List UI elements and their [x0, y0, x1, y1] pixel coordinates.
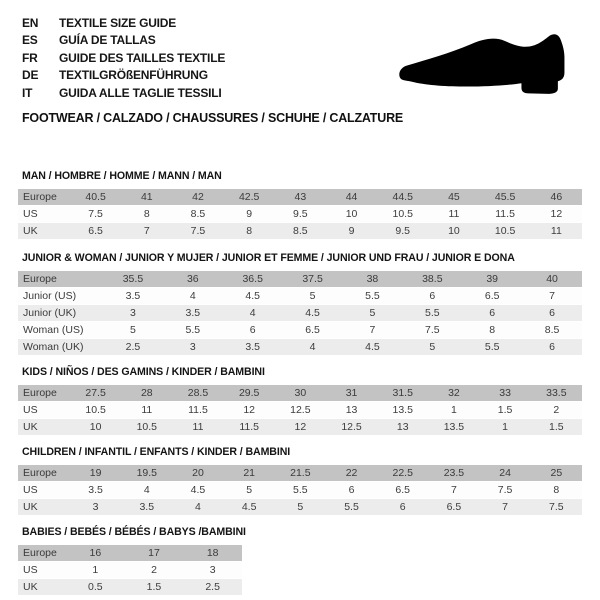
size-value-cell: 10.5: [480, 223, 531, 240]
size-value-cell: 13.5: [377, 402, 428, 419]
size-value-cell: 28.5: [172, 385, 223, 402]
size-value-cell: 7.5: [480, 482, 531, 499]
size-value-cell: 8: [121, 206, 172, 223]
size-value-cell: 13: [377, 419, 428, 436]
language-code: IT: [22, 85, 33, 100]
size-value-cell: 25: [531, 465, 582, 482]
language-code: FR: [22, 50, 38, 65]
table-row: [18, 206, 582, 223]
size-value-cell: 19: [70, 465, 121, 482]
language-row: [22, 15, 225, 32]
size-value-cell: 10: [326, 206, 377, 223]
table-row: [18, 499, 582, 516]
section-title: MAN / HOMBRE / HOMME / MANN / MAN: [22, 170, 222, 182]
size-value-cell: 4: [163, 288, 223, 305]
section-children: [18, 446, 582, 516]
size-value-cell: 6: [522, 339, 582, 356]
size-value-cell: 5.5: [326, 499, 377, 516]
size-value-cell: 20: [172, 465, 223, 482]
size-value-cell: 3: [70, 499, 121, 516]
language-row: [22, 50, 225, 67]
size-value-cell: 33: [480, 385, 531, 402]
size-value-cell: 10.5: [377, 206, 428, 223]
size-value-cell: 37.5: [283, 271, 343, 288]
row-label-cell: Europe: [18, 271, 103, 288]
size-value-cell: 12.5: [275, 402, 326, 419]
size-value-cell: 4.5: [224, 499, 275, 516]
size-value-cell: 7.5: [402, 322, 462, 339]
size-value-cell: 7.5: [531, 499, 582, 516]
size-value-cell: 4.5: [223, 288, 283, 305]
table-row: [18, 189, 582, 206]
row-label-cell: US: [18, 402, 70, 419]
language-label: TEXTILGRÖßENFÜHRUNG: [59, 68, 208, 83]
size-value-cell: 3.5: [70, 482, 121, 499]
size-value-cell: 0.5: [66, 579, 125, 596]
size-value-cell: 6: [223, 322, 283, 339]
size-value-cell: 7: [480, 499, 531, 516]
table-row: [18, 339, 582, 356]
size-value-cell: 12: [224, 402, 275, 419]
size-value-cell: 38.5: [402, 271, 462, 288]
size-value-cell: 30: [275, 385, 326, 402]
size-value-cell: 7.5: [70, 206, 121, 223]
size-value-cell: 31: [326, 385, 377, 402]
size-table-children: [18, 465, 582, 516]
size-value-cell: 3.5: [163, 305, 223, 322]
language-label: GUÍA DE TALLAS: [59, 33, 156, 48]
size-value-cell: 39: [462, 271, 522, 288]
row-label-cell: Woman (US): [18, 322, 103, 339]
size-value-cell: 33.5: [531, 385, 582, 402]
row-label-cell: UK: [18, 499, 70, 516]
size-value-cell: 8: [462, 322, 522, 339]
size-value-cell: 5: [283, 288, 343, 305]
size-value-cell: 6.5: [428, 499, 479, 516]
size-value-cell: 5: [103, 322, 163, 339]
size-value-cell: 40: [522, 271, 582, 288]
table-row: [18, 579, 242, 596]
size-value-cell: 6: [522, 305, 582, 322]
size-value-cell: 11: [121, 402, 172, 419]
size-value-cell: 9.5: [377, 223, 428, 240]
language-label: TEXTILE SIZE GUIDE: [59, 16, 177, 30]
table-row: [18, 482, 582, 499]
size-value-cell: 1.5: [531, 419, 582, 436]
row-label-cell: Europe: [18, 189, 70, 206]
size-value-cell: 9.5: [275, 206, 326, 223]
size-value-cell: 6.5: [70, 223, 121, 240]
size-value-cell: 40.5: [70, 189, 121, 206]
size-value-cell: 7.5: [172, 223, 223, 240]
size-value-cell: 38: [343, 271, 403, 288]
size-value-cell: 4: [283, 339, 343, 356]
table-row: [18, 419, 582, 436]
size-value-cell: 21.5: [275, 465, 326, 482]
size-value-cell: 4.5: [343, 339, 403, 356]
size-value-cell: 7: [121, 223, 172, 240]
size-value-cell: 2: [531, 402, 582, 419]
size-table-babies: [18, 545, 242, 596]
size-value-cell: 19.5: [121, 465, 172, 482]
size-value-cell: 27.5: [70, 385, 121, 402]
size-value-cell: 11: [172, 419, 223, 436]
size-value-cell: 5: [224, 482, 275, 499]
section-junior-woman: [18, 252, 582, 356]
row-label-cell: Woman (UK): [18, 339, 103, 356]
size-value-cell: 4.5: [172, 482, 223, 499]
size-value-cell: 8: [224, 223, 275, 240]
size-value-cell: 32: [428, 385, 479, 402]
size-value-cell: 45.5: [480, 189, 531, 206]
size-value-cell: 1: [66, 562, 125, 579]
size-value-cell: 4: [121, 482, 172, 499]
size-value-cell: 3: [183, 562, 242, 579]
size-value-cell: 8.5: [522, 322, 582, 339]
size-value-cell: 10.5: [121, 419, 172, 436]
row-label-cell: UK: [18, 579, 66, 596]
row-label-cell: Europe: [18, 545, 66, 562]
size-value-cell: 1.5: [480, 402, 531, 419]
size-value-cell: 5.5: [462, 339, 522, 356]
size-value-cell: 10: [428, 223, 479, 240]
size-value-cell: 6: [326, 482, 377, 499]
size-value-cell: 2.5: [103, 339, 163, 356]
size-value-cell: 42.5: [224, 189, 275, 206]
size-table-junior-woman: [18, 271, 582, 356]
size-value-cell: 13.5: [428, 419, 479, 436]
language-code: EN: [22, 16, 39, 30]
size-value-cell: 2.5: [183, 579, 242, 596]
size-value-cell: 8: [531, 482, 582, 499]
size-value-cell: 43: [275, 189, 326, 206]
size-value-cell: 11.5: [224, 419, 275, 436]
size-value-cell: 10.5: [70, 402, 121, 419]
size-value-cell: 5.5: [275, 482, 326, 499]
size-value-cell: 29.5: [224, 385, 275, 402]
table-row: [18, 271, 582, 288]
table-row: [18, 288, 582, 305]
language-code: DE: [22, 68, 39, 83]
row-label-cell: US: [18, 562, 66, 579]
size-value-cell: 1: [480, 419, 531, 436]
size-value-cell: 9: [326, 223, 377, 240]
size-value-cell: 5.5: [343, 288, 403, 305]
size-value-cell: 12: [531, 206, 582, 223]
size-value-cell: 7: [522, 288, 582, 305]
size-value-cell: 10: [70, 419, 121, 436]
section-title: JUNIOR & WOMAN / JUNIOR Y MUJER / JUNIOR ET FEMME / JUNIOR UND FRAU / JUNIOR E DONA: [22, 252, 515, 264]
size-value-cell: 9: [224, 206, 275, 223]
size-value-cell: 31.5: [377, 385, 428, 402]
table-row: [18, 562, 242, 579]
row-label-cell: UK: [18, 419, 70, 436]
size-value-cell: 44: [326, 189, 377, 206]
table-row: [18, 322, 582, 339]
language-label: GUIDA ALLE TAGLIE TESSILI: [59, 85, 222, 100]
table-row: [18, 465, 582, 482]
table-row: [18, 305, 582, 322]
size-value-cell: 6.5: [462, 288, 522, 305]
size-value-cell: 6: [377, 499, 428, 516]
section-title: KIDS / NIÑOS / DES GAMINS / KINDER / BAMBINI: [22, 366, 265, 378]
size-value-cell: 41: [121, 189, 172, 206]
table-row: [18, 402, 582, 419]
size-value-cell: 12.5: [326, 419, 377, 436]
size-value-cell: 5: [402, 339, 462, 356]
size-value-cell: 23.5: [428, 465, 479, 482]
row-label-cell: Europe: [18, 465, 70, 482]
size-sections: [18, 170, 582, 600]
row-label-cell: US: [18, 482, 70, 499]
language-code: ES: [22, 33, 38, 48]
size-value-cell: 21: [224, 465, 275, 482]
language-list: [22, 15, 225, 102]
size-value-cell: 3.5: [121, 499, 172, 516]
table-row: [18, 223, 582, 240]
size-value-cell: 17: [125, 545, 184, 562]
size-value-cell: 11.5: [172, 402, 223, 419]
language-row: [22, 85, 225, 102]
size-value-cell: 4: [172, 499, 223, 516]
size-value-cell: 35.5: [103, 271, 163, 288]
size-value-cell: 22: [326, 465, 377, 482]
size-value-cell: 3.5: [103, 288, 163, 305]
size-value-cell: 1: [428, 402, 479, 419]
size-value-cell: 1.5: [125, 579, 184, 596]
size-value-cell: 4.5: [283, 305, 343, 322]
category-title: FOOTWEAR / CALZADO / CHAUSSURES / SCHUHE / CALZATURE: [22, 111, 404, 125]
dress-shoe-icon: [397, 32, 569, 100]
size-value-cell: 11: [428, 206, 479, 223]
section-title: CHILDREN / INFANTIL / ENFANTS / KINDER / BAMBINI: [22, 446, 291, 458]
size-value-cell: 8.5: [172, 206, 223, 223]
size-value-cell: 6: [462, 305, 522, 322]
size-value-cell: 5.5: [402, 305, 462, 322]
size-value-cell: 5: [343, 305, 403, 322]
size-value-cell: 18: [183, 545, 242, 562]
size-value-cell: 16: [66, 545, 125, 562]
size-value-cell: 11: [531, 223, 582, 240]
size-value-cell: 24: [480, 465, 531, 482]
size-value-cell: 28: [121, 385, 172, 402]
row-label-cell: US: [18, 206, 70, 223]
section-title: BABIES / BEBÉS / BÉBÉS / BABYS /BAMBINI: [22, 526, 246, 538]
size-value-cell: 6.5: [377, 482, 428, 499]
size-value-cell: 42: [172, 189, 223, 206]
row-label-cell: Junior (UK): [18, 305, 103, 322]
size-value-cell: 6: [402, 288, 462, 305]
size-value-cell: 3.5: [223, 339, 283, 356]
row-label-cell: Europe: [18, 385, 70, 402]
size-value-cell: 45: [428, 189, 479, 206]
size-value-cell: 4: [223, 305, 283, 322]
size-value-cell: 36: [163, 271, 223, 288]
row-label-cell: UK: [18, 223, 70, 240]
section-kids: [18, 366, 582, 436]
size-value-cell: 5.5: [163, 322, 223, 339]
section-babies: [18, 526, 582, 596]
size-value-cell: 11.5: [480, 206, 531, 223]
size-table-kids: [18, 385, 582, 436]
size-value-cell: 12: [275, 419, 326, 436]
size-value-cell: 36.5: [223, 271, 283, 288]
size-value-cell: 8.5: [275, 223, 326, 240]
table-row: [18, 385, 582, 402]
size-value-cell: 22.5: [377, 465, 428, 482]
size-value-cell: 44.5: [377, 189, 428, 206]
row-label-cell: Junior (US): [18, 288, 103, 305]
language-label: GUIDE DES TAILLES TEXTILE: [59, 50, 226, 65]
size-value-cell: 6.5: [283, 322, 343, 339]
size-value-cell: 7: [428, 482, 479, 499]
size-value-cell: 5: [275, 499, 326, 516]
size-value-cell: 3: [103, 305, 163, 322]
size-value-cell: 13: [326, 402, 377, 419]
size-value-cell: 7: [343, 322, 403, 339]
size-value-cell: 3: [163, 339, 223, 356]
language-row: [22, 32, 225, 49]
table-row: [18, 545, 242, 562]
section-man: [18, 170, 582, 240]
size-value-cell: 2: [125, 562, 184, 579]
language-row: [22, 67, 225, 84]
size-table-man: [18, 189, 582, 240]
size-value-cell: 46: [531, 189, 582, 206]
